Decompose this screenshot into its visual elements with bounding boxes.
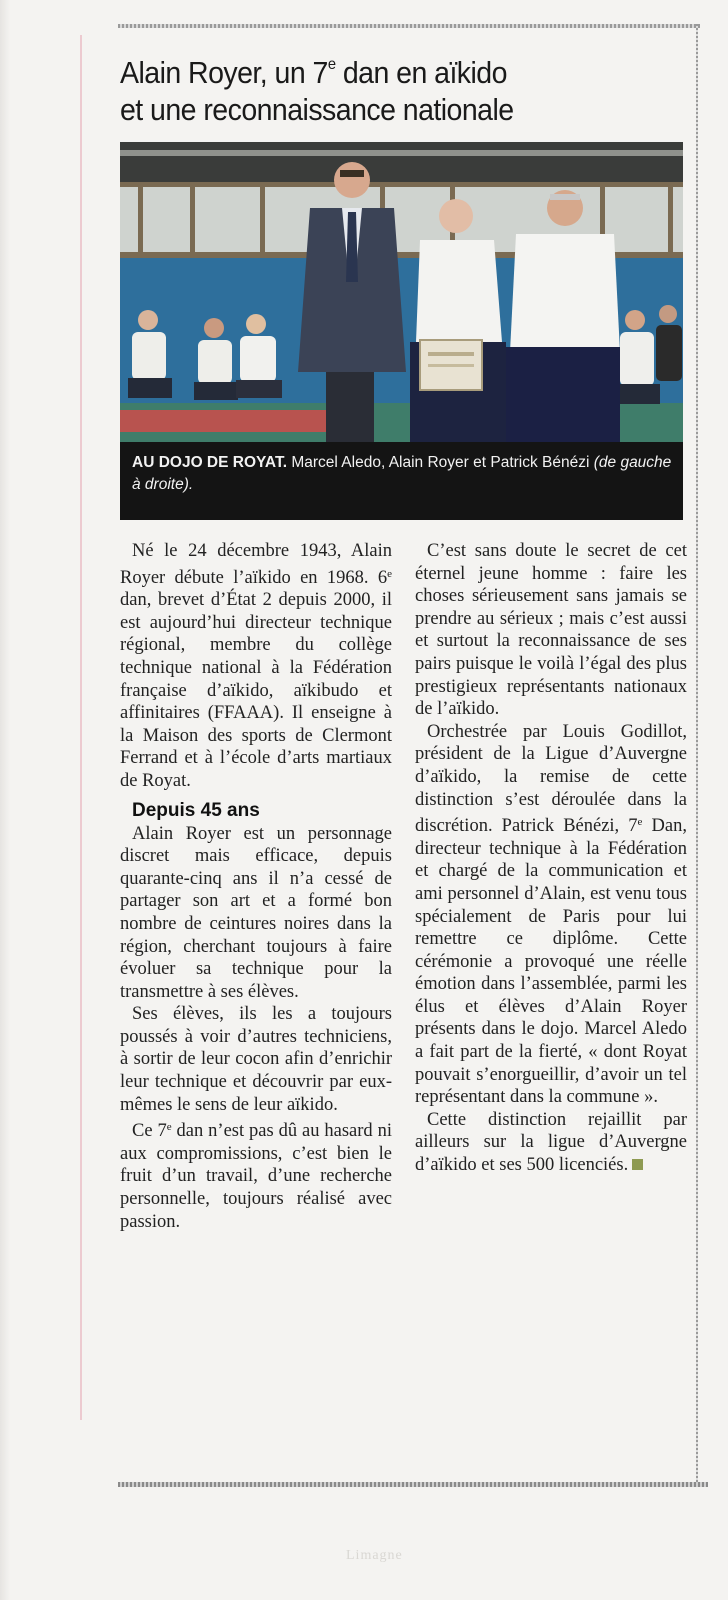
col2-p2-b: Dan, directeur technique à la Fédération et chargé de la communication et ami personnel d’Alain, est venu tous spécialement de Paris pour lui remettre ce diplôme. Cette cérémonie a provoqué une réelle émotion dans l’assemblée, parmi les élus et élèves d’Alain Royer présents dans le dojo. Marcel Aledo a fait part de la fierté, « dont Royat pouvait s’enorgueillir, d’avoir un tel représentant dans la commune ». xyxy=(415,816,687,1108)
photo-mat-red xyxy=(120,410,330,432)
photo-caption-text: Marcel Aledo, Alain Royer et Patrick Bénézi xyxy=(287,454,594,471)
photo-caption-lead: AU DOJO DE ROYAT. xyxy=(132,454,288,471)
headline-line1-b: dan en aïkido xyxy=(335,55,507,90)
column-left xyxy=(120,540,392,1233)
paragraph xyxy=(120,1116,392,1233)
photo-caption-italic: (de gauche à droite). xyxy=(132,454,672,493)
headline-line1-a: Alain Royer, un 7 xyxy=(120,55,328,90)
headline-line2: et une reconnaissance nationale xyxy=(120,92,514,127)
paragraph xyxy=(120,540,392,793)
col2-p2-sup: e xyxy=(637,816,643,829)
col1-p4-a: Ce 7 xyxy=(132,1121,167,1142)
article-headline xyxy=(120,46,644,128)
column-right xyxy=(415,540,687,1177)
col2-p2-a: Orchestrée par Louis Godillot, président de la Ligue d’Auvergne d’aïkido, la remise de cette distinction s’est déroulée dans la discrétion. Patrick Bénézi, 7 xyxy=(415,721,687,837)
paragraph: Ses élèves, ils les a toujours poussés à voir d’autres techniciens, à sortir de leur cocon afin d’enrichir leur technique et découvrir par eux-mêmes le sens de leur aïkido. xyxy=(120,1004,392,1115)
article-photo xyxy=(120,142,683,520)
subheading: Depuis 45 ans xyxy=(132,799,260,821)
paragraph: Alain Royer est un personnage discret mais efficace, depuis quarante-cinq ans il n’a cessé de partager son art et a formé bon nombre de ceintures noires dans la région, cherchant toujours à faire évoluer sa technique pour la transmettre à ses élèves. xyxy=(120,823,392,1002)
top-dotted-rule xyxy=(118,24,700,28)
col1-p1-a: Né le 24 décembre 1943, Alain Royer débute l’aïkido en 1968. 6 xyxy=(120,541,392,588)
margin-rule xyxy=(80,35,82,1420)
paragraph: C’est sans doute le secret de cet éternel jeune homme : faire les choses sérieusement sans jamais se prendre au sérieux ; mais c’est aussi et surtout la reconnaissance de ses pairs puisque le voilà l’égal des plus prestigieux représentants nationaux de l’aïkido. xyxy=(415,541,687,720)
page-edge xyxy=(0,0,10,1600)
col2-p3: Cette distinction rejaillit par ailleurs sur la ligue d’Auvergne d’aïkido et ses 500 licenciés. xyxy=(415,1109,687,1176)
end-of-article-icon xyxy=(632,1159,643,1170)
photo-ceiling-beam xyxy=(120,150,683,156)
paragraph xyxy=(415,721,687,1109)
photo-ceiling xyxy=(120,142,683,182)
paragraph xyxy=(415,1109,687,1177)
right-dotted-rule xyxy=(696,24,698,1484)
photo-caption xyxy=(132,452,672,496)
col1-p1-sup: e xyxy=(387,567,392,580)
col1-p4-sup: e xyxy=(166,1121,172,1134)
col1-p4-b: dan n’est pas dû au hasard ni aux compromissions, c’est bien le fruit d’un travail, d’une recherche personnelle, toujours réalisé avec passion. xyxy=(120,1121,392,1232)
bottom-dotted-rule xyxy=(118,1482,708,1487)
col1-p1-b: dan, brevet d’État 2 depuis 2000, il est aujourd’hui directeur technique régional, membre du collège technique national à la Fédération française d’aïkido, aïkibudo et affinitaires (FFAAA). Il enseigne à la Maison des sports de Clermont Ferrand et à l’école d’arts martiaux de Royat. xyxy=(120,590,392,791)
show-through-text: Limagne xyxy=(346,1548,403,1563)
headline-sup: e xyxy=(327,56,336,73)
